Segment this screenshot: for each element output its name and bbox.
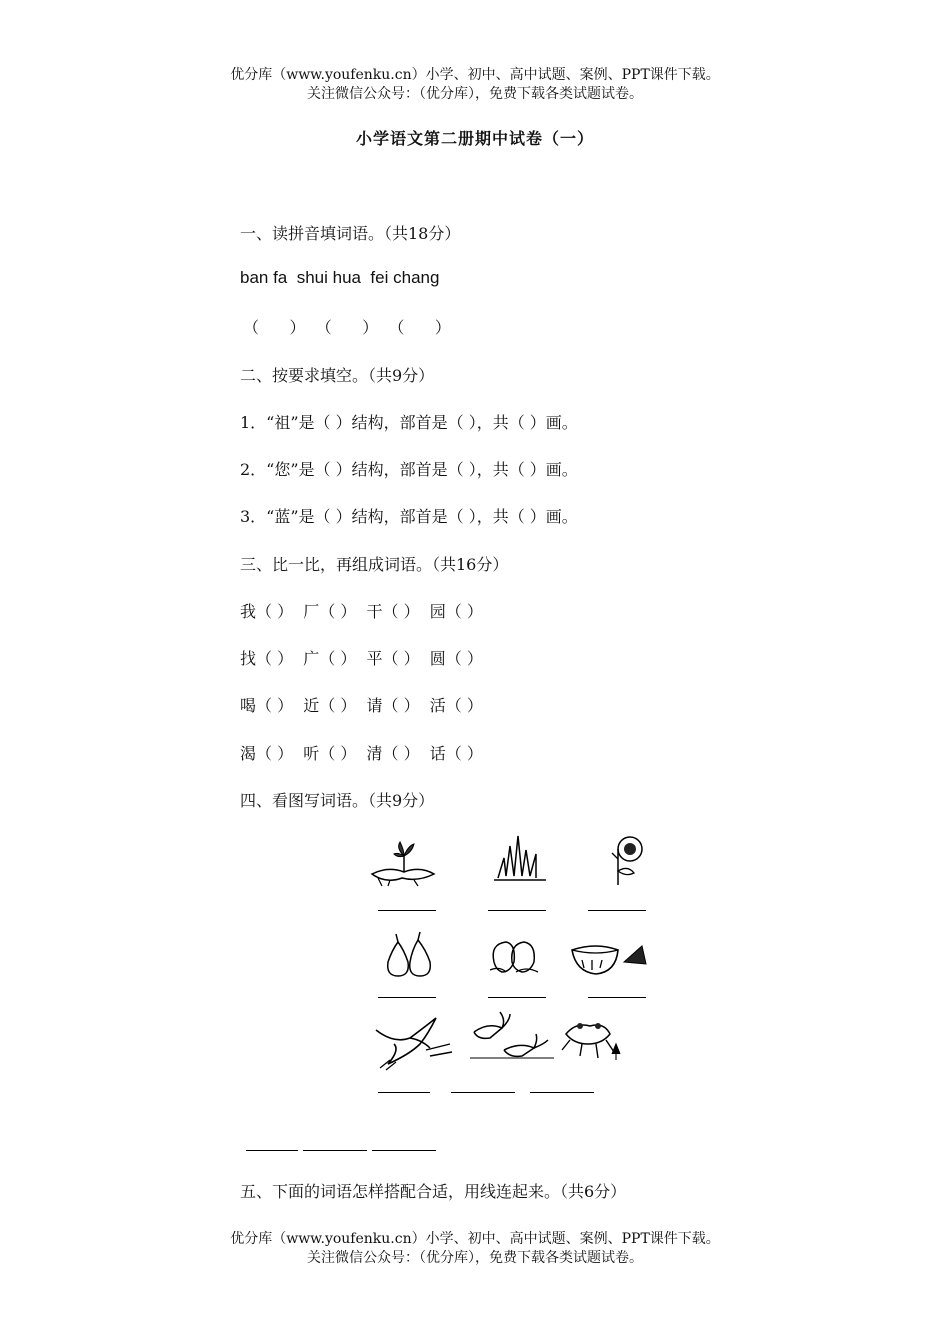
section2-item-3: 3．“蓝”是（ ）结构，部首是（ ），共（ ）画。 [240, 507, 578, 526]
header-line-2: 关注微信公众号：（优分库），免费下载各类试题试卷。 [307, 86, 643, 102]
grass-icon [492, 832, 548, 884]
footer-line-2: 关注微信公众号：（优分库），免费下载各类试题试卷。 [307, 1250, 643, 1266]
picture-answer-blank-5 [488, 997, 546, 998]
footer-line-1: 优分库（www.youfenku.cn）小学、初中、高中试题、案例、PPT课件下载。 [230, 1231, 720, 1247]
picture-answer-blank-7 [378, 1092, 430, 1093]
swallow-icon [370, 1014, 456, 1072]
frog-icon [556, 1014, 626, 1064]
section2-item-1: 1．“祖”是（ ）结构，部首是（ ），共（ ）画。 [240, 413, 578, 432]
rabbit-icon [466, 1010, 556, 1062]
watermelon-icon [568, 938, 648, 978]
picture-answer-blank-3 [588, 910, 646, 911]
section3-row-3: 喝（ ） 近（ ） 请（ ） 活（ ） [240, 696, 483, 715]
section5-heading: 五、下面的词语怎样搭配合适，用线连起来。（共6分） [240, 1182, 627, 1201]
answer-line-1 [246, 1150, 298, 1151]
picture-answer-blank-1 [378, 910, 436, 911]
section4-heading: 四、看图写词语。（共9分） [240, 791, 435, 810]
peach-icon [486, 932, 542, 978]
page-title: 小学语文第二册期中试卷（一） [355, 129, 594, 148]
picture-answer-blank-4 [378, 997, 436, 998]
picture-answer-blank-9 [530, 1092, 594, 1093]
picture-answer-blank-8 [451, 1092, 515, 1093]
section1-pinyin: ban fa shui hua fei chang [240, 268, 440, 287]
section2-item-2: 2．“您”是（ ）结构，部首是（ ），共（ ）画。 [240, 460, 578, 479]
sunflower-icon [600, 833, 652, 887]
section2-heading: 二、按要求填空。（共9分） [240, 366, 435, 385]
section3-row-2: 找（ ） 广（ ） 平（ ） 圆（ ） [240, 649, 483, 668]
section1-heading: 一、读拼音填词语。（共18分） [240, 224, 461, 243]
picture-answer-blank-2 [488, 910, 546, 911]
answer-line-2 [303, 1150, 367, 1151]
section1-answer-brackets: （ ） （ ） （ ） [243, 318, 451, 337]
section3-heading: 三、比一比，再组成词语。（共16分） [240, 555, 509, 574]
picture-answer-blank-6 [588, 997, 646, 998]
header-line-1: 优分库（www.youfenku.cn）小学、初中、高中试题、案例、PPT课件下载。 [230, 67, 720, 83]
section3-row-4: 渴（ ） 听（ ） 清（ ） 话（ ） [240, 744, 483, 763]
pear-icon [380, 930, 436, 980]
section3-row-1: 我（ ） 厂（ ） 干（ ） 园（ ） [240, 602, 483, 621]
answer-line-3 [372, 1150, 436, 1151]
lotus-icon [368, 838, 438, 888]
